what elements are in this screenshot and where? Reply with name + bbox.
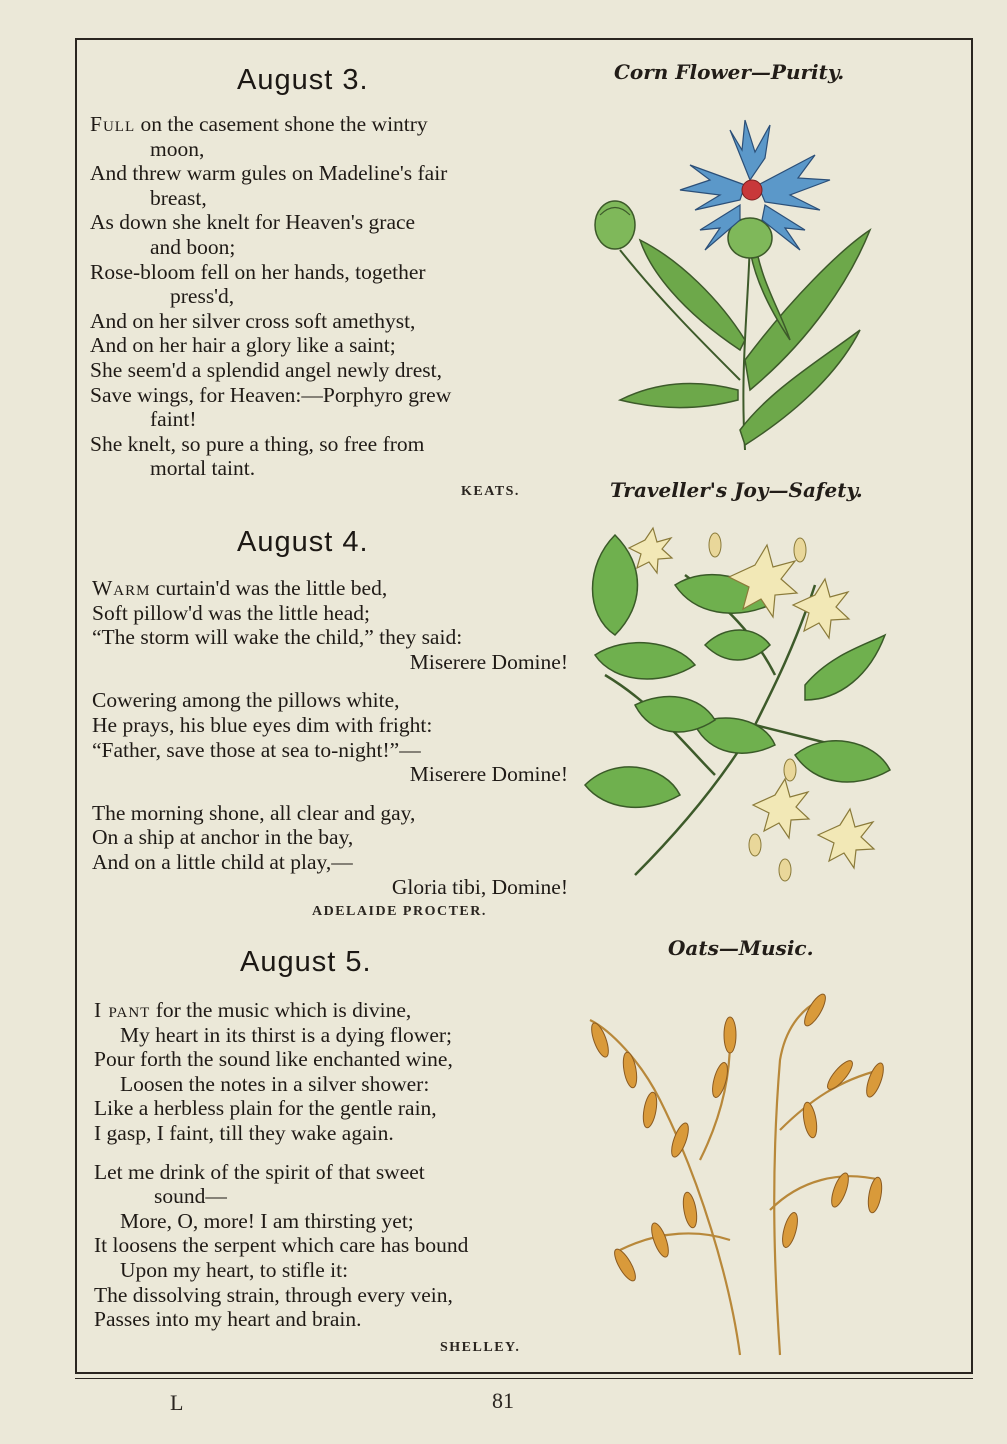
poem-line-text: “Father, save those at sea to-night!”— [92, 737, 421, 762]
poem-line-text: and boon; [150, 234, 236, 259]
poem-aug4 [92, 576, 568, 899]
travellers-joy-illustration [575, 525, 905, 895]
poem-line-text: She seem'd a splendid angel newly drest, [90, 357, 442, 382]
poem-line [90, 186, 560, 211]
poem-line-text: The dissolving strain, through every vein, [94, 1282, 453, 1307]
poem-line [92, 688, 568, 713]
poem-line-text: Passes into my heart and brain. [94, 1307, 362, 1332]
poem-line-text: “The storm will wake the child,” they said: [92, 625, 463, 650]
cornflower-illustration [580, 110, 900, 460]
poem-line [90, 235, 560, 260]
poem-line [90, 358, 560, 383]
author-shelley: SHELLEY. [440, 1340, 521, 1355]
poem-line-text: breast, [150, 185, 207, 210]
poem-line [90, 407, 560, 432]
poem-line-text: And threw warm gules on Madeline's fair [90, 161, 448, 186]
frame-bottom-rule [75, 1378, 973, 1379]
poem-line-text: And on her hair a glory like a saint; [90, 333, 396, 358]
poem-line-text: Miserere Domine! [409, 762, 568, 787]
poem-line [92, 625, 568, 650]
cornflower-bud [595, 201, 635, 249]
poem-line [94, 1307, 564, 1332]
poem-line [90, 210, 560, 235]
poem-line-text: sound— [154, 1184, 227, 1209]
poem-line [90, 456, 560, 481]
poem-initial-word: I pant [94, 998, 151, 1022]
stanza-gap [92, 787, 568, 801]
entry-heading-aug3: August 3. [237, 64, 369, 96]
poem-line [94, 1233, 564, 1258]
author-procter: ADELAIDE PROCTER. [312, 904, 487, 919]
poem-line-text: moon, [150, 136, 205, 161]
entry-heading-aug5: August 5. [240, 946, 372, 978]
poem-line-text: for the music which is divine, [155, 998, 412, 1022]
poem-line [94, 1209, 564, 1234]
poem-line [92, 850, 568, 875]
poem-line-text: Rose-bloom fell on her hands, together [90, 259, 426, 284]
poem-line [90, 333, 560, 358]
poem-line-text: Loosen the notes in a silver shower: [120, 1071, 430, 1096]
poem-line [92, 576, 568, 601]
flower-label-cornflower: Corn Flower—Purity. [614, 60, 845, 84]
stanza-gap [94, 1146, 564, 1160]
poem-line-text: More, O, more! I am thirsting yet; [120, 1208, 414, 1233]
poem-line [92, 738, 568, 763]
poem-line [92, 825, 568, 850]
poem-line [92, 650, 568, 675]
poem-line-text: Soft pillow'd was the little head; [92, 600, 370, 625]
poem-line [94, 1258, 564, 1283]
poem-line-text: Save wings, for Heaven:—Porphyro grew [90, 382, 452, 407]
poem-line [92, 601, 568, 626]
poem-line-text: curtain'd was the little bed, [155, 576, 388, 600]
poem-line-text: mortal taint. [150, 456, 256, 481]
poem-line-text: It loosens the serpent which care has bound [94, 1233, 469, 1258]
poem-line [92, 875, 568, 900]
poem-line [90, 284, 560, 309]
stanza-gap [92, 674, 568, 688]
page-number: 81 [492, 1388, 514, 1413]
oats-spikelets [588, 991, 887, 1283]
poem-line-text: press'd, [170, 284, 235, 309]
poem-line-text: Cowering among the pillows white, [92, 688, 400, 713]
oats-illustration [580, 980, 900, 1360]
poem-line-text: faint! [150, 407, 197, 432]
poem-line-text: Pour forth the sound like enchanted wine, [94, 1047, 453, 1072]
poem-line [90, 309, 560, 334]
poem-line-text: My heart in its thirst is a dying flower; [120, 1022, 453, 1047]
poem-line-text: And on her silver cross soft amethyst, [90, 308, 416, 333]
poem-line [92, 801, 568, 826]
flower-label-travellers-joy: Traveller's Joy—Safety. [610, 478, 863, 502]
author-keats: KEATS. [461, 484, 520, 499]
poem-line [90, 383, 560, 408]
poem-line [94, 1184, 564, 1209]
poem-initial-word: Warm [92, 576, 151, 600]
poem-line [90, 137, 560, 162]
poem-line [94, 998, 564, 1023]
poem-line [94, 1047, 564, 1072]
poem-line-text: The morning shone, all clear and gay, [92, 800, 416, 825]
poem-line [92, 762, 568, 787]
flower-label-oats: Oats—Music. [668, 936, 814, 960]
poem-initial-word: Full [90, 112, 136, 136]
poem-line [90, 161, 560, 186]
poem-line [92, 713, 568, 738]
poem-line-text: Upon my heart, to stifle it: [120, 1257, 349, 1282]
poem-line-text: And on a little child at play,— [92, 849, 353, 874]
poem-line-text: Like a herbless plain for the gentle rain, [94, 1096, 437, 1121]
poem-line [94, 1072, 564, 1097]
poem-line [94, 1023, 564, 1048]
poem-line-text: Gloria tibi, Domine! [391, 874, 568, 899]
poem-aug5 [94, 998, 564, 1332]
poem-line-text: She knelt, so pure a thing, so free from [90, 431, 425, 456]
poem-aug3 [90, 112, 560, 481]
poem-line [90, 112, 560, 137]
poem-line [90, 260, 560, 285]
poem-line-text: He prays, his blue eyes dim with fright: [92, 712, 433, 737]
entry-heading-aug4: August 4. [237, 526, 369, 558]
poem-line-text: Miserere Domine! [409, 649, 568, 674]
signature-mark: L [170, 1390, 184, 1415]
poem-line-text: on the casement shone the wintry [140, 112, 428, 136]
poem-line-text: Let me drink of the spirit of that sweet [94, 1159, 425, 1184]
poem-line [94, 1160, 564, 1185]
poem-line [94, 1121, 564, 1146]
poem-line [90, 432, 560, 457]
poem-line [94, 1096, 564, 1121]
poem-line-text: I gasp, I faint, till they wake again. [94, 1120, 394, 1145]
poem-line-text: As down she knelt for Heaven's grace [90, 210, 416, 235]
poem-line-text: On a ship at anchor in the bay, [92, 825, 354, 850]
poem-line [94, 1283, 564, 1308]
